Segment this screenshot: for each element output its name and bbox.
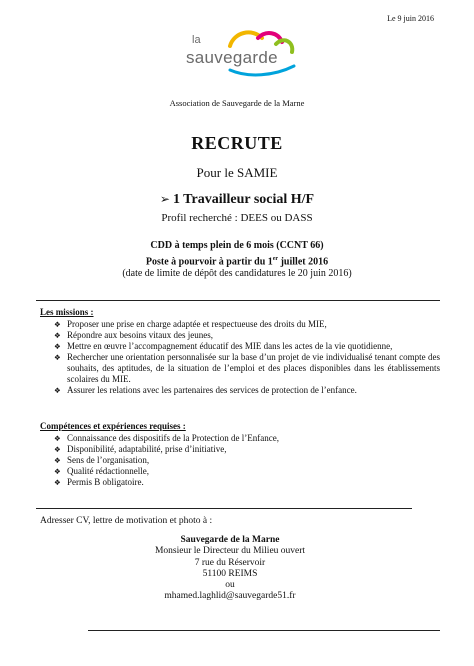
contact-block <box>100 535 360 603</box>
position-title <box>0 192 474 208</box>
logo-small-text: la <box>192 34 201 46</box>
association-name: Association de Sauvegarde de la Marne <box>169 98 305 108</box>
diamond-bullet-icon: ❖ <box>54 353 61 362</box>
list-item: ❖ Permis B obligatoire. <box>54 477 144 487</box>
diamond-bullet-icon: ❖ <box>54 456 61 465</box>
missions-title: Les missions : <box>40 307 94 317</box>
diamond-bullet-icon: ❖ <box>54 434 61 443</box>
posting-date: Le 9 juin 2016 <box>387 14 434 23</box>
logo-name-text: sauvegarde <box>186 48 278 67</box>
list-item: ❖ Qualité rédactionnelle, <box>54 466 149 476</box>
application-instructions: Adresser CV, lettre de motivation et photo à : <box>40 516 213 526</box>
page-title: RECRUTE <box>191 133 283 153</box>
bottom-divider <box>88 630 440 631</box>
page-subtitle: Pour le SAMIE <box>196 165 278 180</box>
list-item: ❖ Sens de l’organisation, <box>54 455 150 465</box>
contract-type: CDD à temps plein de 6 mois (CCNT 66) <box>150 240 324 251</box>
contact-email[interactable]: mhamed.laghlid@sauvegarde51.fr <box>164 591 296 602</box>
diamond-bullet-icon: ❖ <box>54 467 61 476</box>
missions-section <box>40 307 440 396</box>
list-item: ❖ Assurer les relations avec les partenaires des services de protection de l’enfance. <box>54 385 357 395</box>
application-deadline: (date de limite de dépôt des candidatures le 20 juin 2016) <box>122 268 352 280</box>
contact-or: ou <box>225 580 235 591</box>
diamond-bullet-icon: ❖ <box>54 386 61 395</box>
middle-divider <box>36 508 412 509</box>
list-item: ❖ Mettre en œuvre l’accompagnement éducatif des MIE dans les actes de la vie quotidienne, <box>54 341 393 351</box>
sauvegarde-logo <box>178 26 308 84</box>
diamond-bullet-icon: ❖ <box>54 331 61 340</box>
contact-city: 51100 REIMS <box>202 568 258 579</box>
list-item: ❖ Répondre aux besoins vitaux des jeunes, <box>54 330 213 340</box>
list-item: ❖ Disponibilité, adaptabilité, prise d’initiative, <box>54 444 227 454</box>
contract-info <box>0 240 474 281</box>
list-item: ❖ Proposer une prise en charge adaptée et respectueuse des droits du MIE, <box>54 319 327 329</box>
contact-recipient: Monsieur le Directeur du Milieu ouvert <box>154 546 306 557</box>
profile-required: Profil recherché : DEES ou DASS <box>161 212 313 224</box>
arrow-bullet-icon: ➢ <box>159 192 170 206</box>
start-date: Poste à pourvoir à partir du 1er juillet 2016 <box>145 255 329 267</box>
top-divider <box>36 300 440 301</box>
contact-organization: Sauvegarde de la Marne <box>180 535 280 545</box>
skills-title: Compétences et expériences requises : <box>40 421 186 431</box>
contact-street: 7 rue du Réservoir <box>194 557 266 568</box>
list-item: ❖ Connaissance des dispositifs de la Protection de l’Enfance, <box>54 433 279 443</box>
position-title-text: 1 Travailleur social H/F <box>172 192 315 207</box>
diamond-bullet-icon: ❖ <box>54 478 61 487</box>
diamond-bullet-icon: ❖ <box>54 445 61 454</box>
skills-section <box>40 421 440 488</box>
list-item: ❖ Rechercher une orientation personnalisée sur la base d’un projet de vie individualisé tenant compte des souhaits, des aptitudes, de la situation de l’emploi et des places disponibles dans les établissements scolaires du MIE. <box>54 352 440 384</box>
diamond-bullet-icon: ❖ <box>54 342 61 351</box>
diamond-bullet-icon: ❖ <box>54 320 61 329</box>
